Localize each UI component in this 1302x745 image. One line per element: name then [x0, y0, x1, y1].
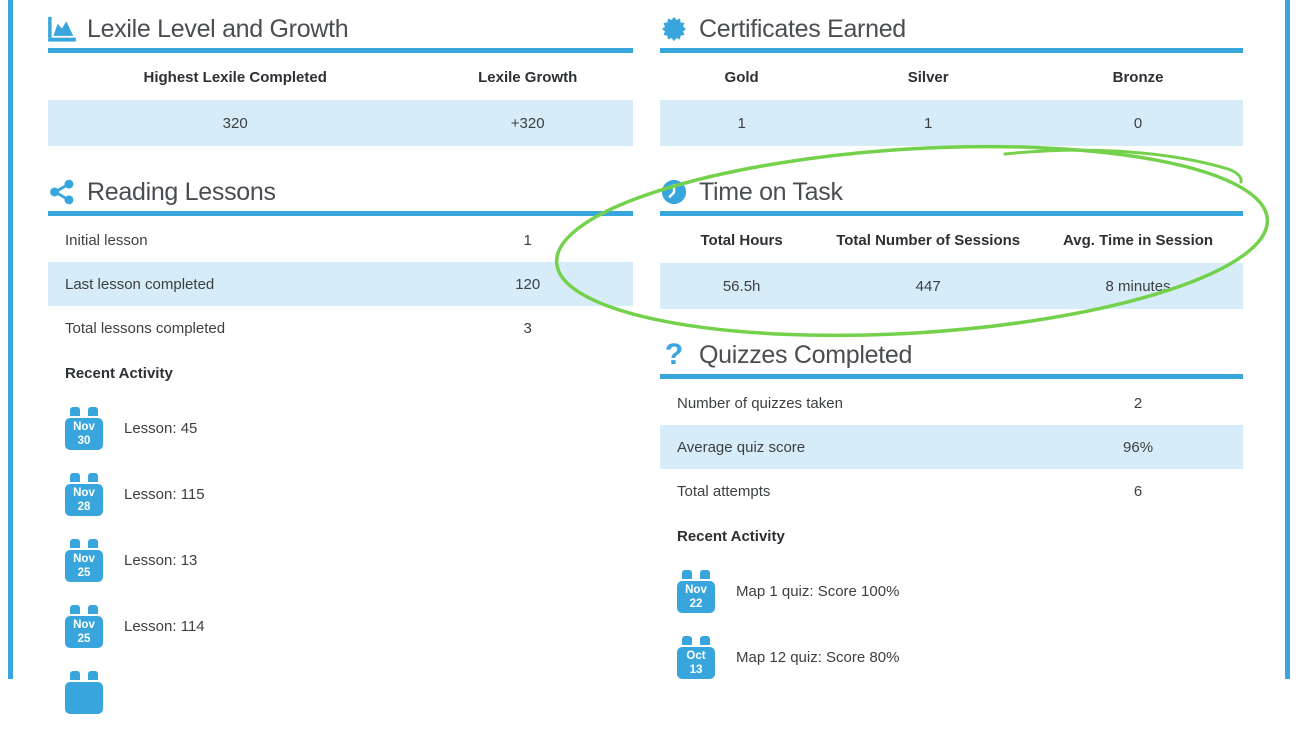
activity-text: Lesson: 115 [124, 486, 205, 503]
column-header: Lexile Growth [478, 68, 578, 86]
stat-value: +320 [422, 100, 633, 146]
column-header: Bronze [1112, 68, 1164, 86]
row-value: 120 [515, 275, 541, 293]
section-lexile [48, 14, 633, 146]
section-title: Reading Lessons [87, 177, 276, 206]
row-value: 2 [1133, 394, 1143, 412]
stat-value: 8 minutes [1033, 263, 1243, 309]
info-row [48, 306, 633, 350]
section-underline [48, 48, 633, 53]
certificates-title-row [660, 14, 1243, 44]
activity-item [48, 605, 633, 648]
calendar-icon [65, 605, 103, 648]
share-nodes-icon [48, 178, 76, 206]
calendar-month: Nov [73, 487, 95, 499]
activity-text: Map 12 quiz: Score 80% [736, 649, 900, 666]
calendar-tab [88, 539, 98, 548]
row-value: 1 [523, 231, 532, 249]
section-underline [48, 211, 633, 216]
row-label: Initial lesson [65, 231, 148, 249]
recent-activity-heading: Recent Activity [677, 528, 785, 545]
lexile-table [48, 54, 633, 146]
clock-icon [660, 178, 688, 206]
calendar-day: 25 [77, 566, 91, 579]
activity-item [660, 636, 1243, 679]
calendar-tab [70, 539, 80, 548]
calendar-tab [88, 407, 98, 416]
question-mark-icon: ? [664, 338, 684, 371]
calendar-month: Nov [73, 553, 95, 565]
right-edge-border [1285, 0, 1290, 679]
column-header: Avg. Time in Session [1063, 231, 1214, 249]
calendar-icon [65, 407, 103, 450]
right-column [660, 14, 1243, 710]
section-title: Quizzes Completed [699, 340, 913, 369]
column-header: Gold [724, 68, 759, 86]
calendar-icon [65, 539, 103, 582]
calendar-icon [677, 636, 715, 679]
row-label: Last lesson completed [65, 275, 215, 293]
section-reading-lessons [48, 177, 633, 714]
info-row [660, 425, 1243, 469]
section-certificates [660, 14, 1243, 146]
calendar-tab [682, 570, 692, 579]
section-quizzes [660, 340, 1243, 679]
calendar-day: 13 [689, 663, 703, 676]
calendar-tab [70, 407, 80, 416]
activity-text: Lesson: 114 [124, 618, 205, 635]
info-row [48, 218, 633, 262]
section-underline [660, 211, 1243, 216]
calendar-tab [700, 570, 710, 579]
calendar-tab [700, 636, 710, 645]
calendar-date [65, 682, 103, 714]
calendar-icon [65, 473, 103, 516]
lexile-title-row [48, 14, 633, 44]
calendar-day: 28 [77, 500, 91, 513]
stat-value: 56.5h [660, 263, 823, 309]
calendar-tab [70, 473, 80, 482]
stat-value: 447 [823, 263, 1033, 309]
left-edge-border [8, 0, 13, 679]
left-column [48, 14, 633, 745]
section-title: Certificates Earned [699, 14, 906, 43]
info-row [660, 469, 1243, 513]
stat-value: 0 [1033, 100, 1243, 146]
stat-value: 1 [660, 100, 823, 146]
calendar-month: Nov [685, 584, 707, 596]
calendar-tab [88, 473, 98, 482]
calendar-tab [70, 605, 80, 614]
calendar-date [65, 550, 103, 582]
calendar-date [65, 418, 103, 450]
column-header: Total Hours [700, 231, 783, 249]
calendar-date [65, 616, 103, 648]
activity-item-partial [48, 671, 633, 714]
activity-text: Lesson: 45 [124, 420, 198, 437]
area-chart-icon [48, 15, 76, 43]
stat-value: 1 [823, 100, 1033, 146]
calendar-date [65, 484, 103, 516]
calendar-icon [65, 671, 103, 714]
column-header: Silver [907, 68, 949, 86]
row-value: 96% [1123, 438, 1154, 456]
calendar-day: 22 [689, 597, 703, 610]
row-label: Average quiz score [677, 438, 806, 456]
column-header: Total Number of Sessions [836, 231, 1021, 249]
calendar-month: Nov [73, 619, 95, 631]
row-label: Total lessons completed [65, 319, 226, 337]
column-header: Highest Lexile Completed [143, 68, 327, 86]
calendar-month: Oct [686, 650, 706, 662]
info-row [660, 381, 1243, 425]
certificates-table [660, 54, 1243, 146]
quizzes-title-row [660, 340, 1243, 370]
calendar-date [677, 647, 715, 679]
section-time-on-task [660, 177, 1243, 309]
calendar-icon [677, 570, 715, 613]
info-row [48, 262, 633, 306]
time-on-task-table [660, 217, 1243, 309]
activity-text: Lesson: 13 [124, 552, 198, 569]
row-label: Number of quizzes taken [677, 394, 843, 412]
row-value: 6 [1133, 482, 1143, 500]
quizzes-rows [660, 381, 1243, 513]
row-label: Total attempts [677, 482, 771, 500]
section-title: Time on Task [699, 177, 843, 206]
stat-value: 320 [48, 100, 422, 146]
row-value: 3 [523, 319, 532, 337]
recent-activity-heading: Recent Activity [65, 365, 173, 382]
section-underline [660, 48, 1243, 53]
activity-item [48, 407, 633, 450]
section-title: Lexile Level and Growth [87, 14, 349, 43]
activity-item [48, 473, 633, 516]
activity-item [48, 539, 633, 582]
calendar-date [677, 581, 715, 613]
time-on-task-title-row [660, 177, 1243, 207]
section-underline [660, 374, 1243, 379]
certificate-seal-icon [660, 15, 688, 43]
reading-lessons-rows [48, 218, 633, 350]
calendar-tab [682, 636, 692, 645]
reading-lessons-title-row [48, 177, 633, 207]
calendar-day: 30 [77, 434, 91, 447]
calendar-day: 25 [77, 632, 91, 645]
activity-item [660, 570, 1243, 613]
calendar-tab [88, 605, 98, 614]
calendar-month: Nov [73, 421, 95, 433]
activity-text: Map 1 quiz: Score 100% [736, 583, 900, 600]
